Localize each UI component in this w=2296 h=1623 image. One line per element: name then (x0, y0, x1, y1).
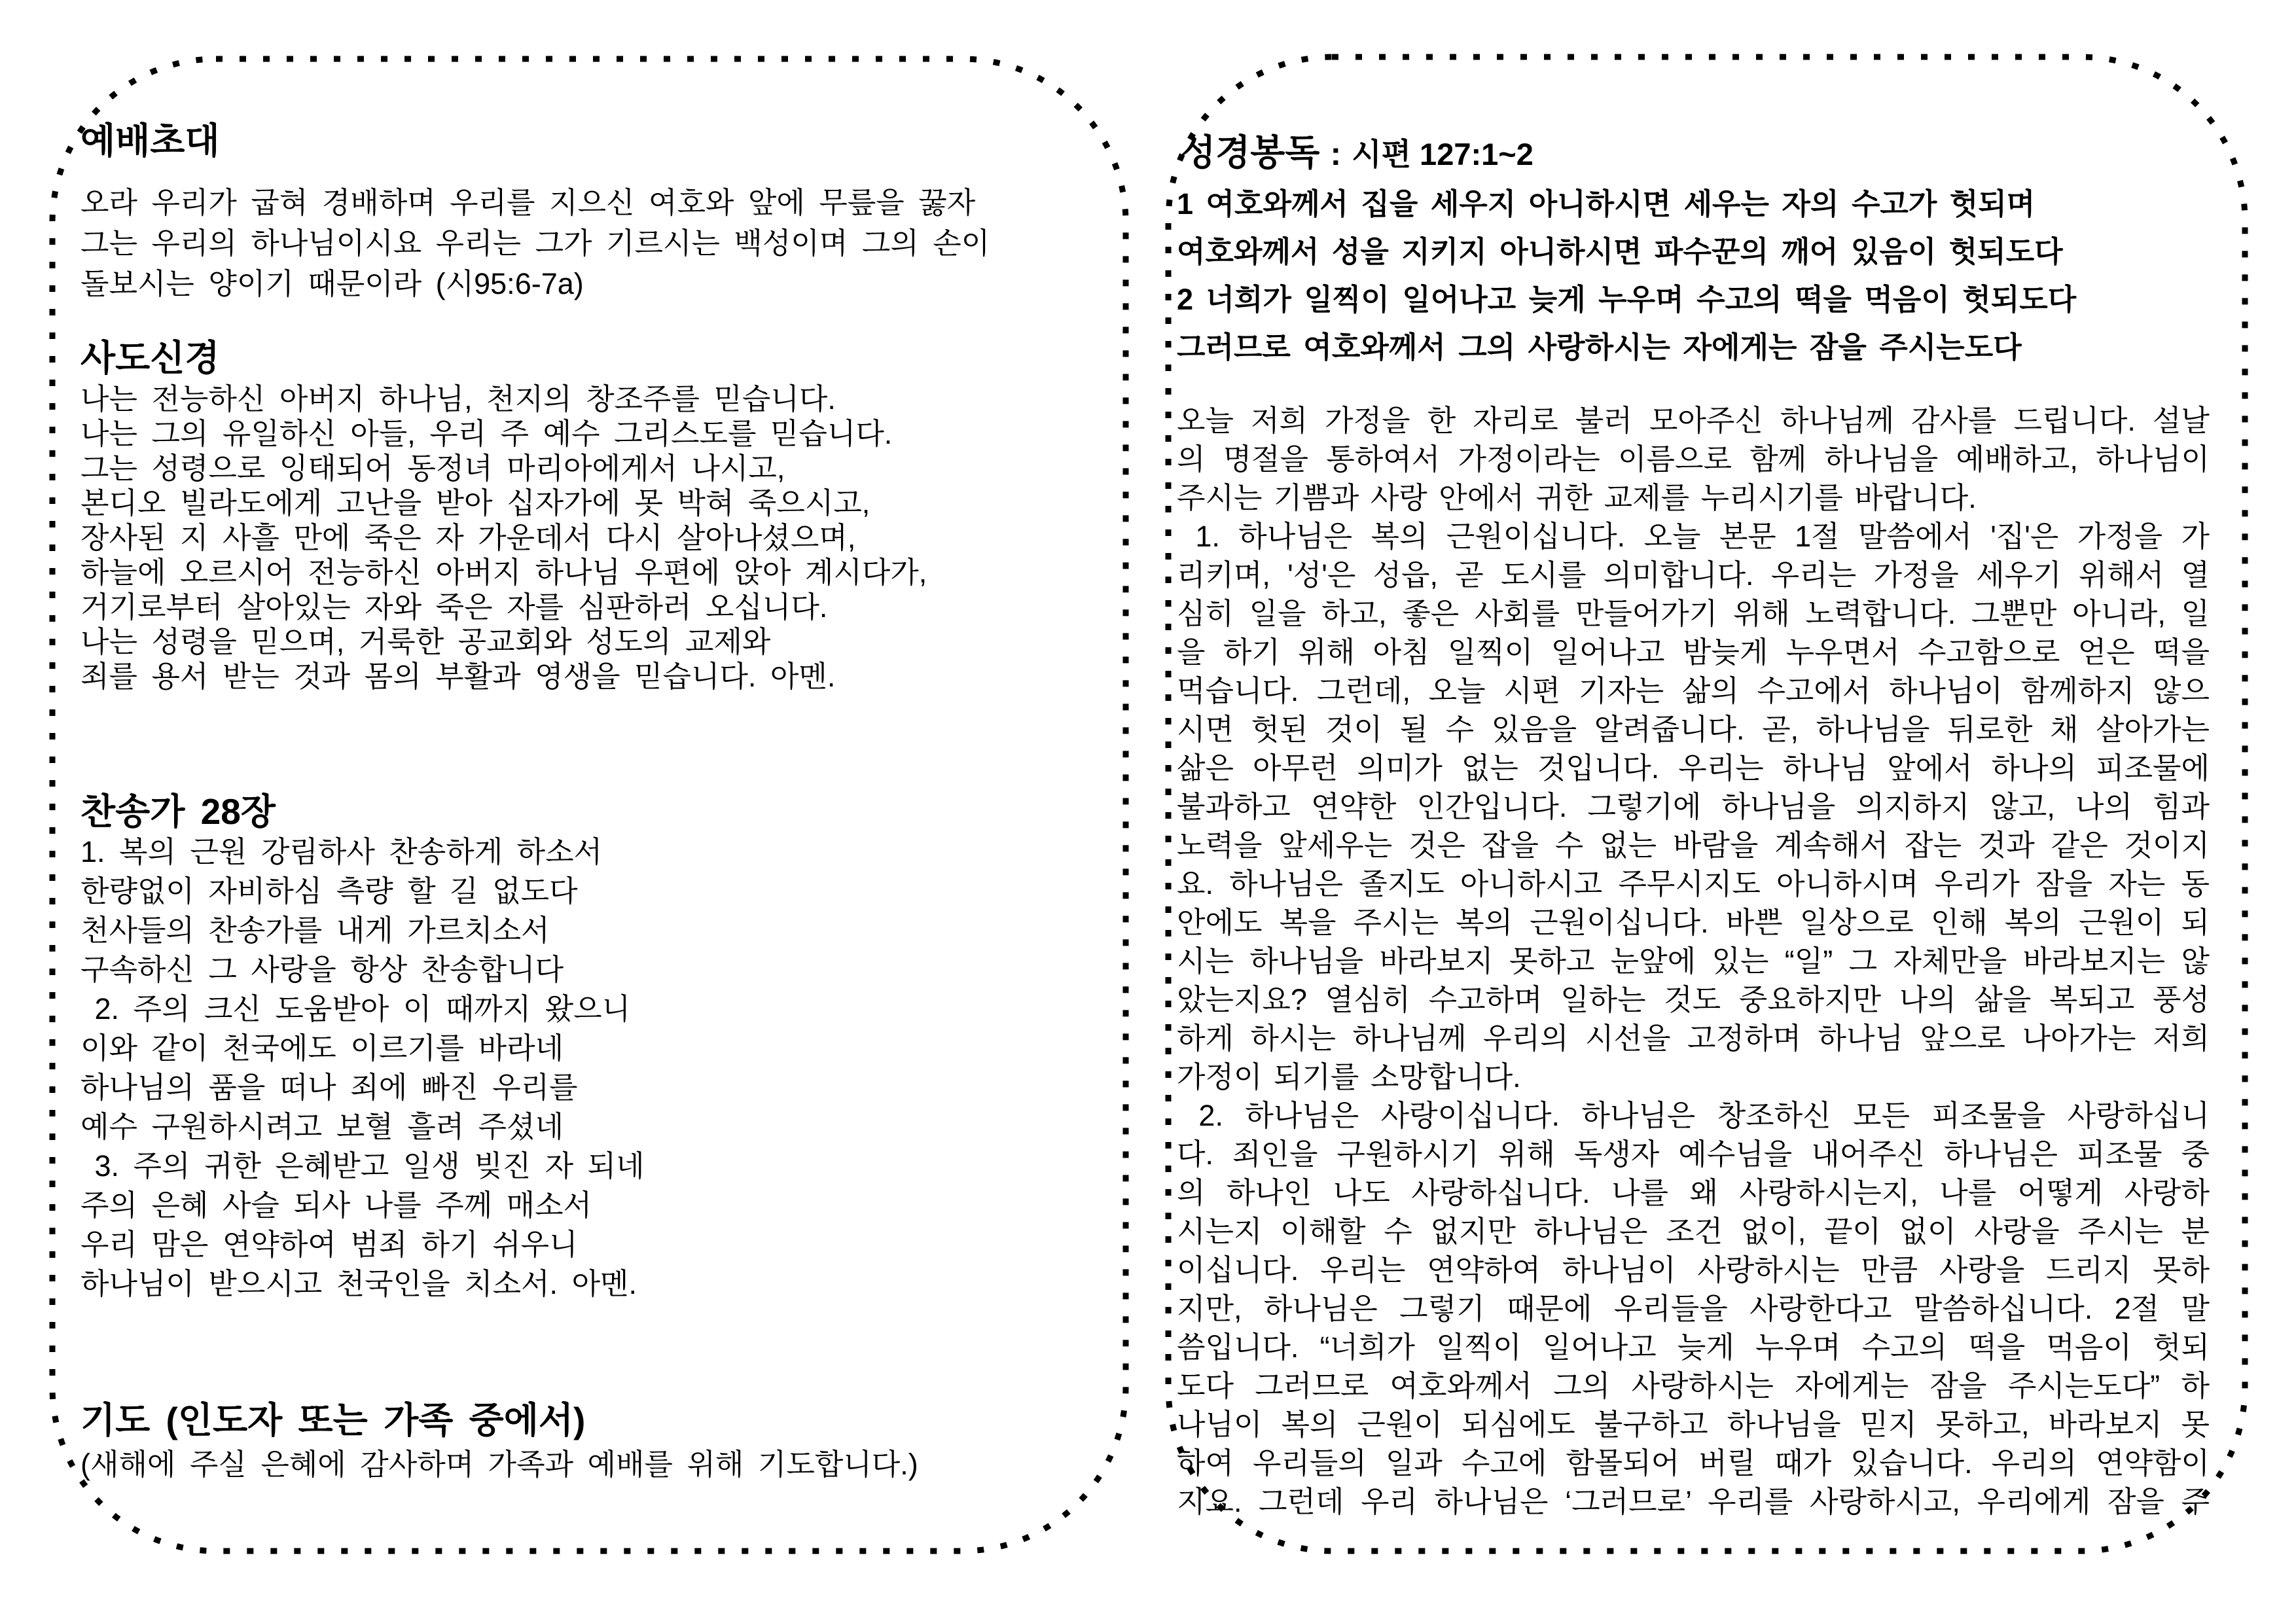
text-line: 나는 성령을 믿으며, 거룩한 공교회와 성도의 교제와 (81, 625, 771, 658)
text-line: 1 여호와께서 집을 세우지 아니하시면 세우는 자의 수고가 헛되며 (1177, 187, 2036, 221)
text-line: 2. 하나님은 사랑이십니다. 하나님은 창조하신 모든 피조물을 사랑하십니 (1177, 1099, 2210, 1132)
text-line: 하게 하시는 하나님께 우리의 시선을 고정하며 하나님 앞으로 나아가는 저희 (1177, 1022, 2210, 1055)
sermon-text-lines (1177, 401, 2210, 1521)
text-line: 하여 우리들의 일과 수고에 함몰되어 버릴 때가 있습니다. 우리의 연약함이 (1177, 1446, 2210, 1480)
text-line: 2 너희가 일찍이 일어나고 늦게 누우며 수고의 떡을 먹음이 헛되도다 (1177, 283, 2077, 316)
right-panel-content (1177, 132, 2210, 1521)
text-line: 그는 우리의 하나님이시요 우리는 그가 기르시는 백성이며 그의 손이 (81, 226, 990, 260)
text-line: 하나님이 받으시고 천국인을 치소서. 아멘. (81, 1267, 637, 1300)
apostles-creed-lines (81, 382, 1088, 694)
text-line: 그는 성령으로 잉태되어 동정녀 마리아에게서 나시고, (81, 452, 785, 485)
text-line: 주의 은혜 사슬 되사 나를 주께 매소서 (81, 1188, 592, 1222)
text-line: 오늘 저희 가정을 한 자리로 불러 모아주신 하나님께 감사를 드립니다. 설날 (1177, 404, 2210, 437)
call-to-worship-lines (81, 183, 1088, 304)
text-line: 의 명절을 통하여서 가정이라는 이름으로 함께 하나님을 예배하고, 하나님이 (1177, 442, 2210, 476)
text-line: 을 하기 위해 아침 일찍이 일어나고 밤늦게 누우면서 수고함으로 얻은 떡을 (1177, 635, 2210, 669)
text-line: 우리 맘은 연약하여 범죄 하기 쉬우니 (81, 1228, 578, 1261)
text-line: 여호와께서 성을 지키지 아니하시면 파수꾼의 깨어 있음이 헛되도다 (1177, 235, 2063, 268)
text-line: 시는 하나님을 바라보지 못하고 눈앞에 있는 “일” 그 자체만을 바라보지는 않 (1177, 944, 2210, 978)
scripture-verse-lines (1177, 180, 2210, 371)
text-line: 았는지요? 열심히 수고하며 일하는 것도 중요하지만 나의 삶을 복되고 풍성 (1177, 983, 2210, 1016)
text-line: 1. 복의 근원 강림하사 찬송하게 하소서 (81, 835, 603, 868)
text-line: 먹습니다. 그런데, 오늘 시편 기자는 삶의 수고에서 하나님이 함께하지 않으 (1177, 674, 2210, 707)
prayer-heading: 기도 (인도자 또는 가족 중에서) (81, 1400, 586, 1440)
text-line: 시는지 이해할 수 없지만 하나님은 조건 없이, 끝이 없이 사랑을 주시는 분 (1177, 1215, 2210, 1248)
text-line: 삶은 아무런 의미가 없는 것입니다. 우리는 하나님 앞에서 하나의 피조물에 (1177, 751, 2210, 785)
text-line: 거기로부터 살아있는 자와 죽은 자를 심판하러 오십니다. (81, 590, 828, 624)
text-line: 도다 그러므로 여호와께서 그의 사랑하시는 자에게는 잠을 주시는도다” 하 (1177, 1369, 2210, 1402)
text-line: 하늘에 오르시어 전능하신 아버지 하나님 우편에 앉아 계시다가, (81, 556, 927, 589)
text-line: 안에도 복을 주시는 복의 근원이십니다. 바쁜 일상으로 인해 복의 근원이 되 (1177, 906, 2210, 939)
text-line: 이와 같이 천국에도 이르기를 바라네 (81, 1031, 564, 1065)
text-line: 천사들의 찬송가를 내게 가르치소서 (81, 914, 550, 947)
left-panel-content (81, 121, 1088, 1482)
section-hymn (81, 792, 1088, 1304)
text-line: 씀입니다. “너희가 일찍이 일어나고 늦게 누우며 수고의 떡을 먹음이 헛되 (1177, 1330, 2210, 1364)
text-line: 죄를 용서 받는 것과 몸의 부활과 영생을 믿습니다. 아멘. (81, 660, 836, 693)
scripture-reading-label: 성경봉독 (1181, 132, 1320, 173)
text-line: 돌보시는 양이기 때문이라 (시95:6-7a) (81, 267, 584, 300)
text-line: 다. 죄인을 구원하시기 위해 독생자 예수님을 내어주신 하나님은 피조물 중 (1177, 1137, 2210, 1171)
left-panel (49, 56, 1129, 1554)
text-line: 시면 헛된 것이 될 수 있음을 알려줍니다. 곧, 하나님을 뒤로한 채 살아가는 (1177, 713, 2210, 746)
text-line: 본디오 빌라도에게 고난을 받아 십자가에 못 박혀 죽으시고, (81, 486, 870, 520)
text-line: 구속하신 그 사랑을 항상 찬송합니다 (81, 953, 564, 986)
text-line: 3. 주의 귀한 은혜받고 일생 빚진 자 되네 (81, 1149, 645, 1183)
text-line: 예수 구원하시려고 보혈 흘려 주셨네 (81, 1110, 564, 1143)
text-line: 하나님의 품을 떠나 죄에 빠진 우리를 (81, 1071, 578, 1104)
scripture-reading-separator: : (1330, 135, 1342, 172)
section-call-to-worship (81, 121, 1088, 304)
text-line: 의 하나인 나도 사랑하십니다. 나를 왜 사랑하시는지, 나를 어떻게 사랑하 (1177, 1176, 2210, 1209)
scripture-reference: 시편 127:1~2 (1352, 137, 1534, 171)
hymn-heading: 찬송가 28장 (81, 791, 276, 832)
prayer-lines (81, 1446, 1088, 1482)
hymn-lines (81, 832, 1088, 1304)
text-line: 지만, 하나님은 그렇기 때문에 우리들을 사랑한다고 말씀하십니다. 2절 말 (1177, 1292, 2210, 1325)
text-line: 오라 우리가 굽혀 경배하며 우리를 지으신 여호와 앞에 무릎을 꿇자 (81, 186, 976, 219)
text-line: 그러므로 여호와께서 그의 사랑하시는 자에게는 잠을 주시는도다 (1177, 330, 2022, 364)
section-apostles-creed (81, 338, 1088, 694)
section-prayer (81, 1400, 1088, 1482)
text-line: 나는 전능하신 아버지 하나님, 천지의 창조주를 믿습니다. (81, 382, 836, 416)
text-line: 주시는 기쁨과 사랑 안에서 귀한 교제를 누리시기를 바랍니다. (1177, 481, 1977, 514)
right-panel (1165, 54, 2248, 1554)
text-line: 1. 하나님은 복의 근원이십니다. 오늘 본문 1절 말씀에서 '집'은 가정을 가 (1177, 520, 2210, 553)
text-line: 가정이 되기를 소망합니다. (1177, 1060, 1521, 1094)
text-line: 노력을 앞세우는 것은 잡을 수 없는 바람을 계속해서 잡는 것과 같은 것이지 (1177, 829, 2210, 862)
text-line: (새해에 주실 은혜에 감사하며 가족과 예배를 위해 기도합니다.) (81, 1448, 918, 1481)
text-line: 장사된 지 사흘 만에 죽은 자 가운데서 다시 살아나셨으며, (81, 521, 856, 554)
text-line: 심히 일을 하고, 좋은 사회를 만들어가기 위해 노력합니다. 그뿐만 아니라, 일 (1177, 597, 2210, 630)
text-line: 나는 그의 유일하신 아들, 우리 주 예수 그리스도를 믿습니다. (81, 417, 893, 450)
scripture-reading-heading (1181, 132, 2210, 175)
call-to-worship-heading: 예배초대 (81, 120, 220, 161)
text-line: 지요. 그런데 우리 하나님은 ‘그러므로’ 우리를 사랑하시고, 우리에게 잠을 주 (1177, 1485, 2210, 1518)
text-line: 요. 하나님은 졸지도 아니하시고 주무시지도 아니하시며 우리가 잠을 자는 동 (1177, 867, 2210, 901)
text-line: 한량없이 자비하심 측량 할 길 없도다 (81, 874, 578, 908)
text-line: 불과하고 연약한 인간입니다. 그렇기에 하나님을 의지하지 않고, 나의 힘과 (1177, 790, 2210, 823)
text-line: 나님이 복의 근원이 되심에도 불구하고 하나님을 믿지 못하고, 바라보지 못 (1177, 1408, 2210, 1441)
apostles-creed-heading: 사도신경 (81, 338, 220, 378)
text-line: 이십니다. 우리는 연약하여 하나님이 사랑하시는 만큼 사랑을 드리지 못하 (1177, 1253, 2210, 1287)
text-line: 2. 주의 크신 도움받아 이 때까지 왔으니 (81, 992, 631, 1026)
text-line: 리키며, '성'은 성읍, 곧 도시를 의미합니다. 우리는 가정을 세우기 위해서 열 (1177, 558, 2210, 592)
